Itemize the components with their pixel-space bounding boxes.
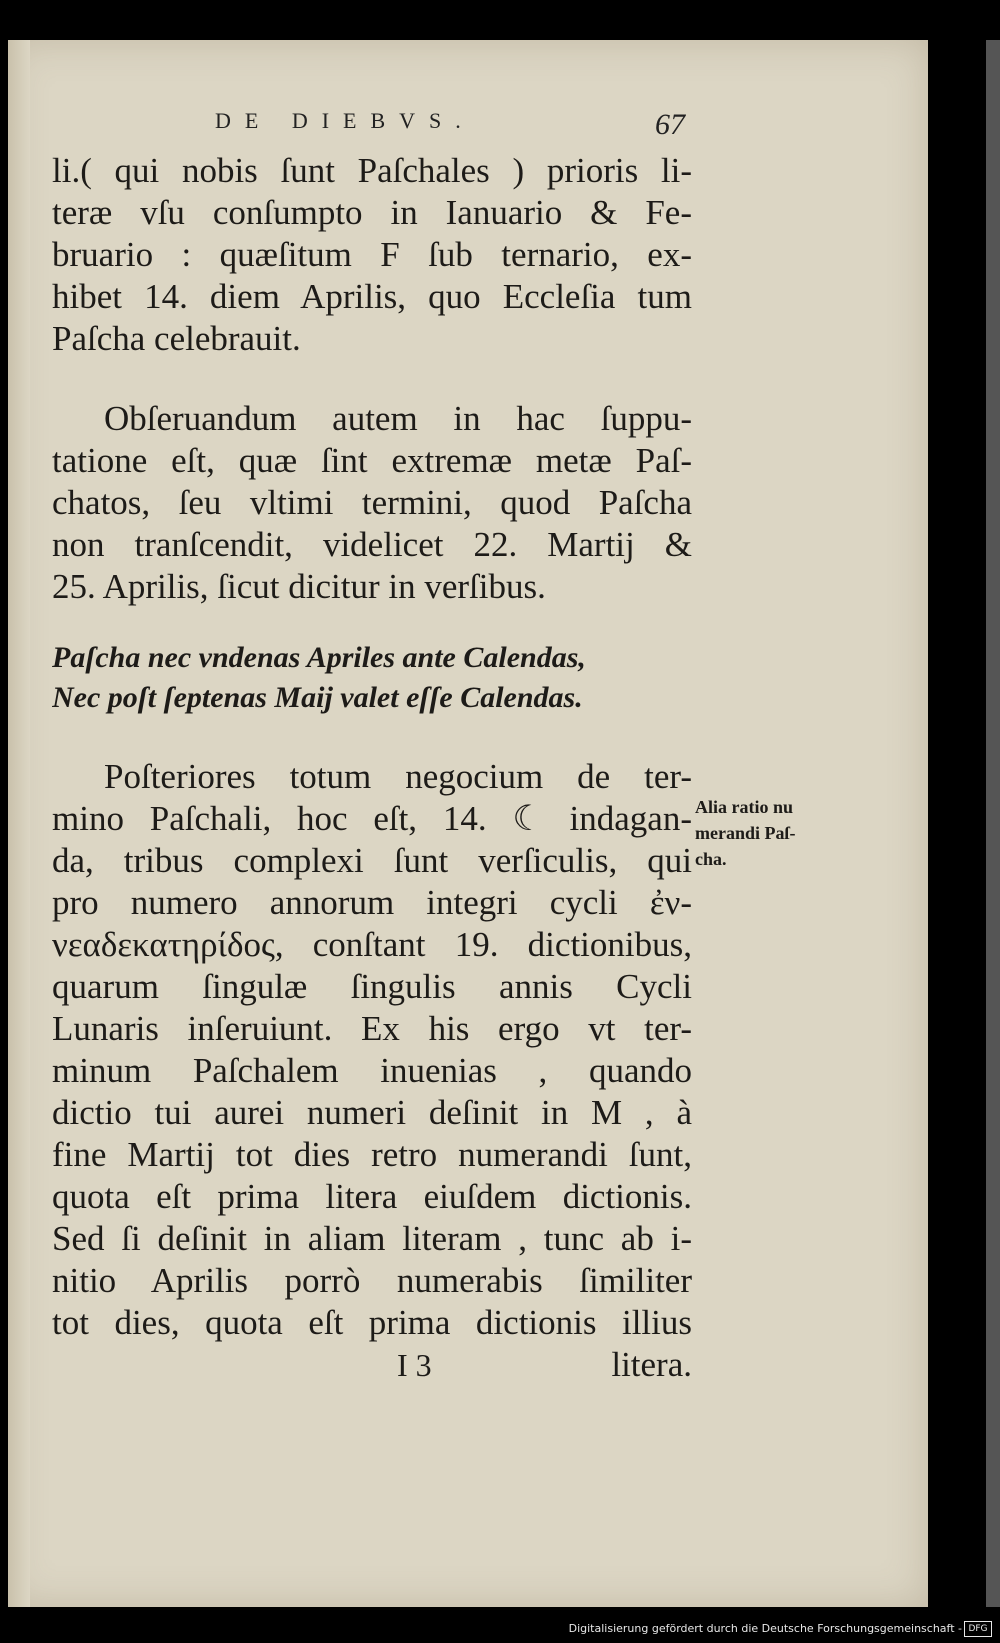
text-line: fine Martij tot dies retro numerandi ſunt, [52,1135,692,1174]
text-line: mino Paſchali, hoc eſt, 14. ☾ indagan- [52,799,692,838]
text-line: Lunaris inſeruiunt. Ex his ergo vt ter- [52,1009,692,1048]
text-line: Paſcha celebrauit. [52,319,301,358]
dfg-logo: DFG [964,1621,992,1637]
catchword: litera. [611,1345,692,1384]
text-line: teræ vſu conſumpto in Ianuario & Fe- [52,193,692,232]
text-line: Obſeruandum autem in hac ſuppu- [104,399,692,438]
text-line: tatione eſt, quæ ſint extremæ metæ Paſ- [52,441,692,480]
text-line: da, tribus complexi ſunt verſiculis, qui [52,841,692,880]
paragraph-2 [52,398,692,608]
text-line: dictio tui aurei numeri deſinit in M , à [52,1093,692,1132]
margin-note-line: merandi Paſ- [695,823,796,843]
text-line: minum Paſchalem inuenias , quando [52,1051,692,1090]
text-line: pro numero annorum integri cycli ἐν- [52,883,692,922]
text-line: quarum ſingulæ ſingulis annis Cycli [52,967,692,1006]
paragraph-3 [52,756,692,1344]
margin-note-line: Alia ratio nu [695,797,794,817]
text-line: Sed ſi deſinit in aliam literam , tunc ab i- [52,1219,692,1258]
text-line: chatos, ſeu vltimi termini, quod Paſcha [52,483,692,522]
text-line: tot dies, quota eſt prima dictionis illius [52,1303,692,1342]
margin-note-line: cha. [695,849,727,869]
verse-line: Nec poſt ſeptenas Maij valet eſſe Calendas. [52,681,583,714]
page-number: 67 [655,108,685,141]
running-head: DE DIEBVS. [215,108,475,133]
page-body [52,150,692,1386]
text-line: nitio Aprilis porrò numerabis ſimiliter [52,1261,692,1300]
margin-note [695,794,845,872]
page-foot-line [52,1344,692,1386]
verse-block [52,638,692,718]
text-line: li.( qui nobis ſunt Paſchales ) prioris li- [52,151,692,190]
page-header [215,108,685,148]
page-gutter-shadow [8,40,30,1607]
page-right-edge [986,40,1000,1607]
footer-bar [0,1607,1000,1643]
text-line: Poſteriores totum negocium de ter- [104,757,692,796]
text-line: non tranſcendit, videlicet 22. Martij & [52,525,692,564]
signature-mark: I 3 [397,1347,432,1383]
text-line: νεαδεκατηρίδος, conſtant 19. dictionibus, [52,925,692,964]
text-line: quota eſt prima litera eiuſdem dictionis. [52,1177,692,1216]
verse-line: Paſcha nec vndenas Apriles ante Calendas, [52,641,586,674]
text-line: 25. Aprilis, ſicut dicitur in verſibus. [52,567,546,606]
paragraph-1 [52,150,692,360]
text-line: hibet 14. diem Aprilis, quo Eccleſia tum [52,277,692,316]
funding-credit: Digitalisierung gefördert durch die Deutsche Forschungsgemeinschaft - [568,1622,962,1635]
text-line: bruario : quæſitum F ſub ternario, ex- [52,235,692,274]
